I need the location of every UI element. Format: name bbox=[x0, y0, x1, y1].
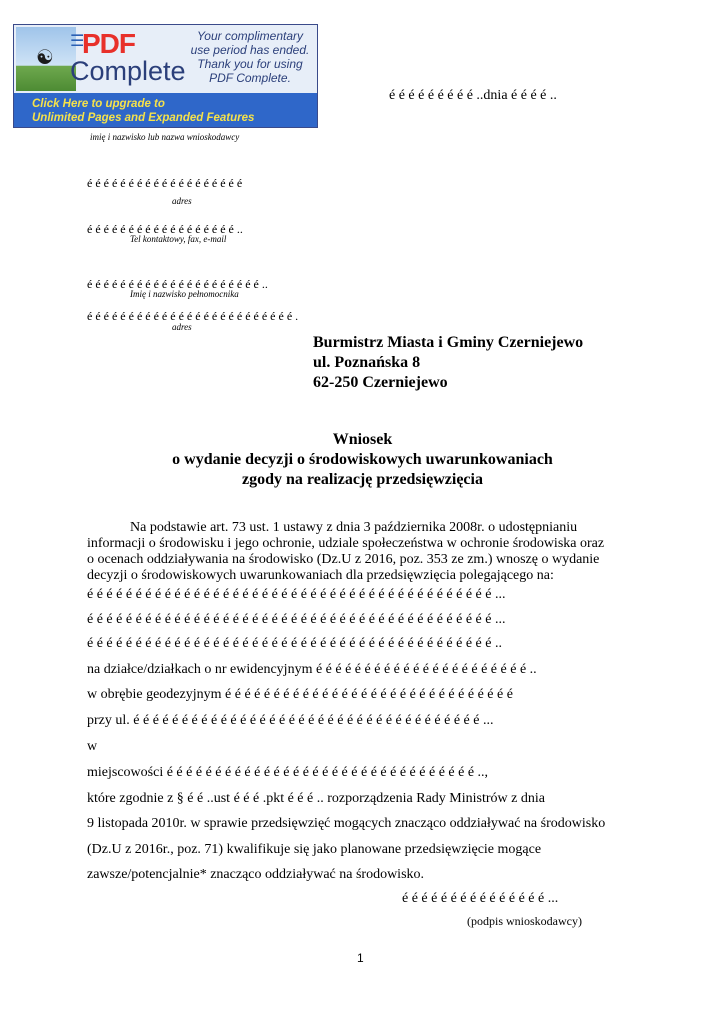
skydiver-logo-icon: ☯ bbox=[16, 27, 76, 91]
signature-label: (podpis wnioskodawcy) bbox=[467, 914, 582, 928]
contact-dots: é é é é é é é é é é é é é é é é é é .. bbox=[87, 222, 243, 236]
proxy-address-dots: é é é é é é é é é é é é é é é é é é é é é é é é é . bbox=[87, 309, 299, 323]
regulation-line-2: 9 listopada 2010r. w sprawie przedsięwzięć mogących znacząco oddziaływać na środowisko bbox=[87, 816, 606, 831]
proxy-address-label: adres bbox=[172, 322, 192, 332]
locality-line: miejscowości é é é é é é é é é é é é é é é é é é é é é é é é é é é é é é é é .., bbox=[87, 765, 489, 780]
document-subtitle-2: zgody na realizację przedsięwzięcia bbox=[242, 471, 483, 488]
contact-label: Tel kontaktowy, fax, e-mail bbox=[130, 234, 227, 244]
parcel-line: na działce/działkach o nr ewidencyjnym é é é é é é é é é é é é é é é é é é é é é é .. bbox=[87, 662, 537, 677]
applicant-label: imię i nazwisko lub nazwa wnioskodawcy bbox=[90, 132, 240, 142]
dots-line-3: é é é é é é é é é é é é é é é é é é é é é é é é é é é é é é é é é é é é é é é é é é .. bbox=[87, 636, 502, 651]
document-title: Wniosek bbox=[332, 431, 393, 448]
regulation-line-1: które zgodnie z § é é ..ust é é é .pkt é é é .. rozporządzenia Rady Ministrów z dnia bbox=[87, 791, 545, 806]
regulation-line-3: (Dz.U z 2016r., poz. 71) kwalifikuje się jako planowane przedsięwzięcie mogące bbox=[87, 842, 542, 857]
paragraph-line-3: o ocenach oddziaływania na środowisko (Dz.U z 2016, poz. 353 ze zm.) wnoszę o wydanie bbox=[87, 552, 600, 567]
address-label: adres bbox=[172, 196, 192, 206]
recipient-line-1: Burmistrz Miasta i Gminy Czerniejewo bbox=[313, 334, 584, 351]
upgrade-line-1[interactable]: Click Here to upgrade to bbox=[32, 98, 165, 110]
address-dots: é é é é é é é é é é é é é é é é é é é bbox=[87, 176, 243, 190]
document-subtitle-1: o wydanie decyzji o środowiskowych uwarunkowaniach bbox=[172, 451, 553, 468]
dots-line-2: é é é é é é é é é é é é é é é é é é é é é é é é é é é é é é é é é é é é é é é é é é ... bbox=[87, 612, 506, 627]
layers-icon: ☰ bbox=[70, 31, 85, 50]
upgrade-link[interactable] bbox=[14, 93, 317, 127]
proxy-label: Imię i nazwisko pełnomocnika bbox=[130, 289, 239, 299]
precinct-line: w obrębie geodezyjnym é é é é é é é é é é é é é é é é é é é é é é é é é é é é é é bbox=[87, 687, 513, 702]
upgrade-line-2[interactable]: Unlimited Pages and Expanded Features bbox=[32, 112, 255, 124]
regulation-line-4: zawsze/potencjalnie* znacząco oddziaływać na środowisko. bbox=[87, 867, 425, 882]
recipient-line-2: ul. Poznańska 8 bbox=[313, 354, 421, 371]
signature-dots: é é é é é é é é é é é é é é é ... bbox=[402, 891, 559, 906]
w-line: w bbox=[87, 739, 98, 754]
pdf-complete-banner[interactable] bbox=[13, 24, 318, 128]
proxy-dots: é é é é é é é é é é é é é é é é é é é é é .. bbox=[87, 277, 268, 291]
pdf-logo-text: PDF bbox=[82, 28, 135, 59]
page-number: 1 bbox=[357, 951, 364, 965]
complete-logo-text: Complete bbox=[70, 56, 186, 86]
paragraph-line-2: informacji o środowisku i jego ochronie, udziale społeczeństwa w ochronie środowiska oraz bbox=[87, 536, 605, 551]
street-line: przy ul. é é é é é é é é é é é é é é é é é é é é é é é é é é é é é é é é é é é é ... bbox=[87, 713, 494, 728]
paragraph-line-1: Na podstawie art. 73 ust. 1 ustawy z dnia 3 października 2008r. o udostępnianiu bbox=[130, 520, 578, 535]
banner-top bbox=[14, 25, 317, 93]
recipient-line-3: 62-250 Czerniejewo bbox=[313, 374, 448, 391]
paragraph-line-4: decyzji o środowiskowych uwarunkowaniach dla przedsięwzięcia polegającego na: bbox=[87, 568, 554, 583]
banner-message: Your complimentary use period has ended. Thank you for using PDF Complete. bbox=[190, 29, 310, 85]
dots-line-1: é é é é é é é é é é é é é é é é é é é é é é é é é é é é é é é é é é é é é é é é é é ... bbox=[87, 587, 506, 602]
date-line: é é é é é é é é é ..dnia é é é é .. bbox=[389, 88, 557, 103]
